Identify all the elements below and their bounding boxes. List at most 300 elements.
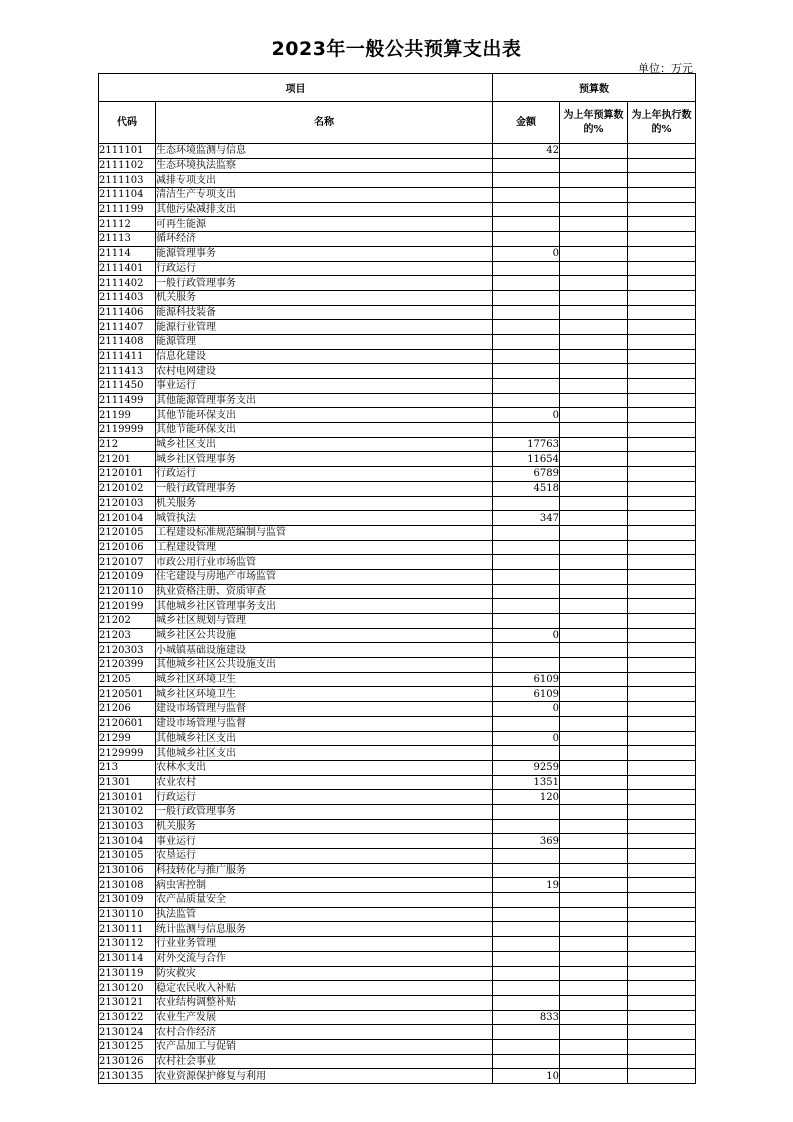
row-pct-prev-exec xyxy=(628,555,696,570)
row-name: 一般行政管理事务 xyxy=(156,276,493,291)
row-name: 农产品加工与促销 xyxy=(156,1039,493,1054)
row-pct-prev-exec xyxy=(628,437,696,452)
row-pct-prev-budget xyxy=(560,467,628,482)
row-pct-prev-budget xyxy=(560,511,628,526)
row-amount xyxy=(493,525,560,540)
row-pct-prev-budget xyxy=(560,1069,628,1084)
row-name: 其他节能环保支出 xyxy=(156,423,493,438)
table-row xyxy=(99,437,696,452)
row-pct-prev-budget xyxy=(560,628,628,643)
row-code: 2111407 xyxy=(99,320,156,335)
row-code: 213 xyxy=(99,760,156,775)
row-pct-prev-budget xyxy=(560,144,628,159)
pct-prev-budget-header: 为上年预算数的% xyxy=(560,102,628,144)
row-pct-prev-exec xyxy=(628,290,696,305)
table-row xyxy=(99,334,696,349)
row-pct-prev-exec xyxy=(628,481,696,496)
row-name: 防灾救灾 xyxy=(156,966,493,981)
table-row xyxy=(99,995,696,1010)
row-amount xyxy=(493,423,560,438)
row-pct-prev-exec xyxy=(628,1039,696,1054)
row-amount xyxy=(493,907,560,922)
row-name: 农业结构调整补贴 xyxy=(156,995,493,1010)
row-amount xyxy=(493,1039,560,1054)
row-pct-prev-exec xyxy=(628,628,696,643)
row-pct-prev-budget xyxy=(560,1025,628,1040)
row-amount xyxy=(493,893,560,908)
row-pct-prev-exec xyxy=(628,981,696,996)
row-pct-prev-exec xyxy=(628,276,696,291)
row-name: 信息化建设 xyxy=(156,349,493,364)
row-name: 稳定农民收入补贴 xyxy=(156,981,493,996)
row-pct-prev-exec xyxy=(628,525,696,540)
row-code: 2111101 xyxy=(99,144,156,159)
row-name: 其他能源管理事务支出 xyxy=(156,393,493,408)
row-pct-prev-exec xyxy=(628,614,696,629)
table-row xyxy=(99,393,696,408)
row-pct-prev-exec xyxy=(628,951,696,966)
row-amount xyxy=(493,555,560,570)
row-code: 2130104 xyxy=(99,834,156,849)
row-pct-prev-budget xyxy=(560,893,628,908)
row-code: 21205 xyxy=(99,672,156,687)
table-row xyxy=(99,423,696,438)
row-pct-prev-budget xyxy=(560,290,628,305)
table-row xyxy=(99,158,696,173)
row-code: 2120101 xyxy=(99,467,156,482)
row-amount xyxy=(493,804,560,819)
table-row xyxy=(99,628,696,643)
table-row xyxy=(99,614,696,629)
row-code: 2120501 xyxy=(99,687,156,702)
row-amount xyxy=(493,188,560,203)
row-code: 2120199 xyxy=(99,599,156,614)
row-pct-prev-budget xyxy=(560,188,628,203)
row-code: 21113 xyxy=(99,232,156,247)
row-code: 2111499 xyxy=(99,393,156,408)
table-row xyxy=(99,364,696,379)
row-pct-prev-exec xyxy=(628,305,696,320)
row-pct-prev-budget xyxy=(560,232,628,247)
row-pct-prev-exec xyxy=(628,746,696,761)
table-row xyxy=(99,1069,696,1084)
table-row xyxy=(99,481,696,496)
row-name: 减排专项支出 xyxy=(156,173,493,188)
budget-table-body xyxy=(99,144,696,1084)
row-amount xyxy=(493,716,560,731)
table-row xyxy=(99,746,696,761)
row-name: 工程建设标准规范编制与监管 xyxy=(156,525,493,540)
row-name: 机关服务 xyxy=(156,496,493,511)
row-amount: 0 xyxy=(493,246,560,261)
row-code: 2111102 xyxy=(99,158,156,173)
row-pct-prev-budget xyxy=(560,408,628,423)
table-row xyxy=(99,320,696,335)
row-amount: 1351 xyxy=(493,775,560,790)
row-amount: 4518 xyxy=(493,481,560,496)
row-pct-prev-budget xyxy=(560,555,628,570)
row-code: 2130101 xyxy=(99,790,156,805)
row-pct-prev-budget xyxy=(560,907,628,922)
row-code: 2130105 xyxy=(99,849,156,864)
row-amount xyxy=(493,217,560,232)
row-name: 生态环境监测与信息 xyxy=(156,144,493,159)
row-amount: 0 xyxy=(493,408,560,423)
row-amount: 6109 xyxy=(493,672,560,687)
table-row xyxy=(99,584,696,599)
row-pct-prev-exec xyxy=(628,643,696,658)
row-name: 其他城乡社区支出 xyxy=(156,731,493,746)
row-code: 21112 xyxy=(99,217,156,232)
row-name: 农村合作经济 xyxy=(156,1025,493,1040)
row-name: 机关服务 xyxy=(156,819,493,834)
row-code: 2130112 xyxy=(99,937,156,952)
row-pct-prev-budget xyxy=(560,584,628,599)
row-name: 循环经济 xyxy=(156,232,493,247)
row-code: 21114 xyxy=(99,246,156,261)
row-pct-prev-exec xyxy=(628,804,696,819)
table-row xyxy=(99,555,696,570)
row-code: 2120110 xyxy=(99,584,156,599)
row-code: 2130125 xyxy=(99,1039,156,1054)
row-code: 2130109 xyxy=(99,893,156,908)
table-row xyxy=(99,922,696,937)
row-pct-prev-exec xyxy=(628,393,696,408)
row-pct-prev-exec xyxy=(628,540,696,555)
row-pct-prev-budget xyxy=(560,687,628,702)
row-pct-prev-budget xyxy=(560,731,628,746)
table-row xyxy=(99,188,696,203)
table-row xyxy=(99,760,696,775)
row-code: 21201 xyxy=(99,452,156,467)
table-row xyxy=(99,1010,696,1025)
row-pct-prev-exec xyxy=(628,863,696,878)
table-row xyxy=(99,511,696,526)
row-pct-prev-exec xyxy=(628,202,696,217)
table-row xyxy=(99,217,696,232)
pct-prev-exec-header: 为上年执行数的% xyxy=(628,102,696,144)
row-pct-prev-budget xyxy=(560,276,628,291)
row-amount xyxy=(493,261,560,276)
row-pct-prev-exec xyxy=(628,907,696,922)
row-pct-prev-budget xyxy=(560,569,628,584)
row-name: 行政运行 xyxy=(156,467,493,482)
row-pct-prev-budget xyxy=(560,334,628,349)
row-code: 2130106 xyxy=(99,863,156,878)
row-pct-prev-exec xyxy=(628,687,696,702)
row-pct-prev-exec xyxy=(628,467,696,482)
row-amount xyxy=(493,290,560,305)
row-code: 2120106 xyxy=(99,540,156,555)
row-pct-prev-budget xyxy=(560,305,628,320)
row-code: 2111104 xyxy=(99,188,156,203)
row-name: 城乡社区公共设施 xyxy=(156,628,493,643)
row-amount: 19 xyxy=(493,878,560,893)
row-code: 2120109 xyxy=(99,569,156,584)
row-amount xyxy=(493,1054,560,1069)
row-code: 2111450 xyxy=(99,379,156,394)
row-name: 城乡社区环境卫生 xyxy=(156,672,493,687)
row-name: 城乡社区规划与管理 xyxy=(156,614,493,629)
row-name: 一般行政管理事务 xyxy=(156,481,493,496)
row-pct-prev-budget xyxy=(560,760,628,775)
row-pct-prev-budget xyxy=(560,849,628,864)
row-pct-prev-exec xyxy=(628,217,696,232)
row-amount xyxy=(493,981,560,996)
row-pct-prev-exec xyxy=(628,423,696,438)
table-row xyxy=(99,966,696,981)
row-pct-prev-exec xyxy=(628,878,696,893)
row-pct-prev-exec xyxy=(628,1025,696,1040)
table-row xyxy=(99,599,696,614)
row-amount xyxy=(493,937,560,952)
table-row xyxy=(99,202,696,217)
row-code: 2111408 xyxy=(99,334,156,349)
row-pct-prev-budget xyxy=(560,481,628,496)
row-name: 行政运行 xyxy=(156,790,493,805)
row-pct-prev-budget xyxy=(560,981,628,996)
row-name: 事业运行 xyxy=(156,379,493,394)
row-name: 农业生产发展 xyxy=(156,1010,493,1025)
row-code: 2119999 xyxy=(99,423,156,438)
table-row xyxy=(99,643,696,658)
table-row xyxy=(99,467,696,482)
row-pct-prev-exec xyxy=(628,760,696,775)
row-pct-prev-exec xyxy=(628,452,696,467)
row-code: 2130111 xyxy=(99,922,156,937)
row-name: 市政公用行业市场监管 xyxy=(156,555,493,570)
row-amount: 42 xyxy=(493,144,560,159)
row-amount xyxy=(493,334,560,349)
row-pct-prev-budget xyxy=(560,393,628,408)
table-row xyxy=(99,305,696,320)
row-pct-prev-budget xyxy=(560,672,628,687)
row-name: 行政运行 xyxy=(156,261,493,276)
row-pct-prev-exec xyxy=(628,966,696,981)
row-amount: 10 xyxy=(493,1069,560,1084)
row-pct-prev-budget xyxy=(560,452,628,467)
row-amount xyxy=(493,569,560,584)
row-amount xyxy=(493,276,560,291)
row-amount xyxy=(493,643,560,658)
row-amount xyxy=(493,1025,560,1040)
row-code: 21206 xyxy=(99,702,156,717)
table-row xyxy=(99,658,696,673)
row-amount: 120 xyxy=(493,790,560,805)
table-row xyxy=(99,173,696,188)
amount-header: 金额 xyxy=(493,102,560,144)
row-amount: 6789 xyxy=(493,467,560,482)
header-row-2 xyxy=(99,102,696,144)
row-pct-prev-exec xyxy=(628,246,696,261)
row-code: 2120104 xyxy=(99,511,156,526)
row-pct-prev-budget xyxy=(560,966,628,981)
table-row xyxy=(99,379,696,394)
row-pct-prev-budget xyxy=(560,246,628,261)
row-pct-prev-budget xyxy=(560,261,628,276)
row-pct-prev-budget xyxy=(560,1054,628,1069)
row-name: 生态环境执法监察 xyxy=(156,158,493,173)
row-pct-prev-exec xyxy=(628,849,696,864)
row-pct-prev-budget xyxy=(560,716,628,731)
row-name: 能源管理 xyxy=(156,334,493,349)
row-code: 21299 xyxy=(99,731,156,746)
row-pct-prev-budget xyxy=(560,775,628,790)
row-code: 2130122 xyxy=(99,1010,156,1025)
row-pct-prev-exec xyxy=(628,320,696,335)
row-amount: 369 xyxy=(493,834,560,849)
row-pct-prev-exec xyxy=(628,232,696,247)
name-header: 名称 xyxy=(156,102,493,144)
row-amount xyxy=(493,951,560,966)
table-row xyxy=(99,408,696,423)
row-pct-prev-exec xyxy=(628,658,696,673)
row-amount xyxy=(493,540,560,555)
row-pct-prev-exec xyxy=(628,716,696,731)
row-name: 农林水支出 xyxy=(156,760,493,775)
table-row xyxy=(99,540,696,555)
row-name: 机关服务 xyxy=(156,290,493,305)
row-name: 事业运行 xyxy=(156,834,493,849)
row-pct-prev-budget xyxy=(560,540,628,555)
row-name: 能源科技装备 xyxy=(156,305,493,320)
row-code: 2130124 xyxy=(99,1025,156,1040)
row-pct-prev-budget xyxy=(560,702,628,717)
row-pct-prev-budget xyxy=(560,437,628,452)
row-code: 2120601 xyxy=(99,716,156,731)
row-pct-prev-exec xyxy=(628,173,696,188)
row-pct-prev-exec xyxy=(628,144,696,159)
row-pct-prev-exec xyxy=(628,496,696,511)
row-amount xyxy=(493,614,560,629)
row-pct-prev-exec xyxy=(628,672,696,687)
row-amount xyxy=(493,232,560,247)
table-row xyxy=(99,144,696,159)
row-code: 21202 xyxy=(99,614,156,629)
row-pct-prev-exec xyxy=(628,775,696,790)
table-row xyxy=(99,702,696,717)
row-pct-prev-exec xyxy=(628,364,696,379)
row-pct-prev-exec xyxy=(628,1069,696,1084)
row-code: 2130103 xyxy=(99,819,156,834)
row-pct-prev-exec xyxy=(628,569,696,584)
row-amount xyxy=(493,379,560,394)
row-name: 城乡社区环境卫生 xyxy=(156,687,493,702)
table-row xyxy=(99,1025,696,1040)
row-name: 其他节能环保支出 xyxy=(156,408,493,423)
table-row xyxy=(99,907,696,922)
row-code: 2130108 xyxy=(99,878,156,893)
row-name: 建设市场管理与监督 xyxy=(156,702,493,717)
row-amount: 9259 xyxy=(493,760,560,775)
row-pct-prev-exec xyxy=(628,1010,696,1025)
budget-table xyxy=(98,73,696,1084)
row-code: 2120102 xyxy=(99,481,156,496)
row-name: 农村电网建设 xyxy=(156,364,493,379)
row-code: 21203 xyxy=(99,628,156,643)
row-amount xyxy=(493,995,560,1010)
row-name: 农垦运行 xyxy=(156,849,493,864)
table-row xyxy=(99,775,696,790)
row-pct-prev-budget xyxy=(560,834,628,849)
table-row xyxy=(99,1039,696,1054)
project-header: 项目 xyxy=(99,74,493,102)
row-pct-prev-exec xyxy=(628,511,696,526)
row-pct-prev-exec xyxy=(628,731,696,746)
row-name: 科技转化与推广服务 xyxy=(156,863,493,878)
row-amount xyxy=(493,819,560,834)
code-header: 代码 xyxy=(99,102,156,144)
row-pct-prev-budget xyxy=(560,496,628,511)
row-pct-prev-budget xyxy=(560,804,628,819)
row-code: 2130120 xyxy=(99,981,156,996)
row-pct-prev-budget xyxy=(560,202,628,217)
header-row-1 xyxy=(99,74,696,102)
row-amount xyxy=(493,202,560,217)
row-amount xyxy=(493,863,560,878)
row-amount: 347 xyxy=(493,511,560,526)
row-name: 小城镇基础设施建设 xyxy=(156,643,493,658)
row-pct-prev-budget xyxy=(560,599,628,614)
row-amount xyxy=(493,305,560,320)
row-name: 对外交流与合作 xyxy=(156,951,493,966)
table-row xyxy=(99,731,696,746)
row-pct-prev-budget xyxy=(560,364,628,379)
table-row xyxy=(99,1054,696,1069)
row-pct-prev-exec xyxy=(628,834,696,849)
row-amount xyxy=(493,496,560,511)
row-code: 2120303 xyxy=(99,643,156,658)
table-row xyxy=(99,672,696,687)
row-code: 2111199 xyxy=(99,202,156,217)
table-row xyxy=(99,276,696,291)
table-row xyxy=(99,804,696,819)
row-amount xyxy=(493,584,560,599)
row-amount xyxy=(493,658,560,673)
row-pct-prev-exec xyxy=(628,922,696,937)
table-row xyxy=(99,819,696,834)
table-row xyxy=(99,863,696,878)
row-pct-prev-exec xyxy=(628,937,696,952)
row-pct-prev-budget xyxy=(560,995,628,1010)
row-name: 其他城乡社区管理事务支出 xyxy=(156,599,493,614)
row-amount xyxy=(493,849,560,864)
row-code: 212 xyxy=(99,437,156,452)
table-row xyxy=(99,893,696,908)
row-name: 城管执法 xyxy=(156,511,493,526)
row-code: 2130110 xyxy=(99,907,156,922)
row-pct-prev-budget xyxy=(560,951,628,966)
row-pct-prev-budget xyxy=(560,379,628,394)
row-amount xyxy=(493,599,560,614)
row-amount xyxy=(493,173,560,188)
table-row xyxy=(99,452,696,467)
table-row xyxy=(99,951,696,966)
row-name: 农村社会事业 xyxy=(156,1054,493,1069)
row-pct-prev-budget xyxy=(560,643,628,658)
row-name: 建设市场管理与监督 xyxy=(156,716,493,731)
row-pct-prev-budget xyxy=(560,320,628,335)
table-row xyxy=(99,261,696,276)
row-code: 2111402 xyxy=(99,276,156,291)
row-code: 2120107 xyxy=(99,555,156,570)
row-pct-prev-budget xyxy=(560,173,628,188)
row-amount xyxy=(493,966,560,981)
row-name: 清洁生产专项支出 xyxy=(156,188,493,203)
row-code: 2130102 xyxy=(99,804,156,819)
row-amount xyxy=(493,364,560,379)
row-name: 执业资格注册、资质审查 xyxy=(156,584,493,599)
